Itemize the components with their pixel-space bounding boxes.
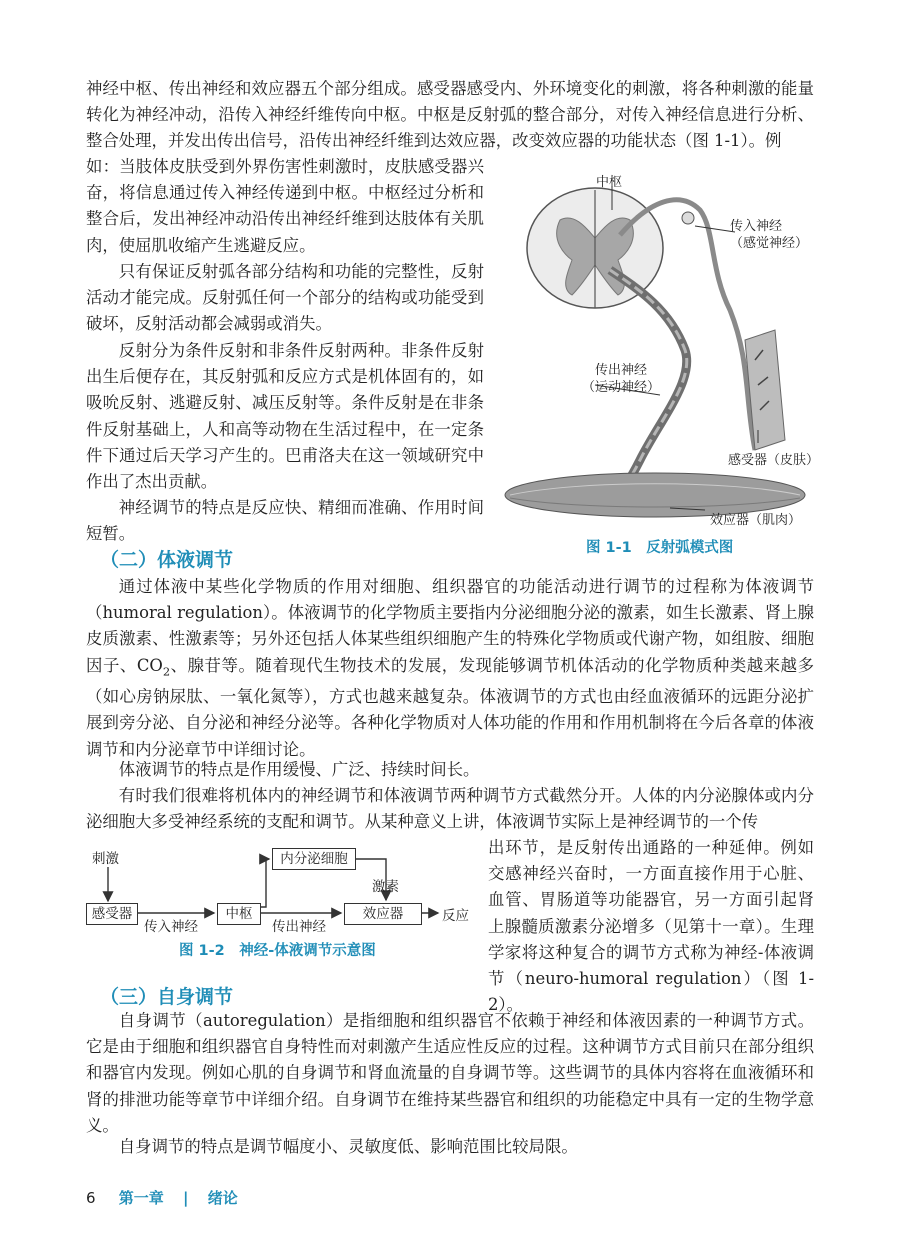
afferent-nerve-label: 传入神经 [144, 919, 198, 935]
humoral-text-part1: 通过体液中某些化学物质的作用对细胞、组织器官的功能活动进行调节的过程称为体液调节（humoral regulation）。体液调节的化学物质主要指内分泌细胞分泌的激素，如生长激素、肾上腺皮质激素、性激素等；另外还包括人体某些组织细胞产生的特殊化学物质或代谢产物，如组胺、细胞因子、CO [86, 577, 814, 675]
response-label: 反应 [442, 908, 469, 924]
stimulus-label: 刺激 [92, 851, 119, 867]
figure2-caption: 图 1-2 神经-体液调节示意图 [179, 943, 376, 959]
paragraph-autoregulation: 自身调节（autoregulation）是指细胞和组织器官不依赖于神经和体液因素的一种调节方式。它是由于细胞和组织器官自身特性而对刺激产生适应性反应的过程。这种调节方式目前只在部分组织和器官内发现。例如心肌的自身调节和肾血流量的自身调节等。这些调节的具体内容将在血液循环和肾的排泄功能等章节中详细介绍。自身调节在维持某些器官和组织的功能稳定中具有一定的生物学意义。 [86, 1011, 814, 1135]
paragraph-neurohumoral-cont: 出环节，是反射传出通路的一种延伸。例如交感神经兴奋时，一方面直接作用于心脏、血管、胃肠道等功能器官，另一方面引起肾上腺髓质激素分泌增多（见第十一章）。生理学家将这种复合的调节方式称为神经-体液调节（neuro-humoral regulation）（图 1-2）。 [488, 838, 814, 1015]
paragraph-reflex-arc: 神经中枢、传出神经和效应器五个部分组成。感受器感受内、外环境变化的刺激，将各种刺激的能量转化为神经冲动，沿传入神经纤维传向中枢。中枢是反射弧的整合部分，对传入神经信息进行分析、整合处理，并发出传出信号，沿传出神经纤维到达效应器，改变效应器的功能状态（图 1-1）。例 [86, 79, 814, 151]
endocrine-cell-box: 内分泌细胞 [272, 848, 356, 870]
label-receptor-skin: 感受器（皮肤） [728, 453, 820, 468]
receptor-box: 感受器 [86, 903, 138, 925]
paragraph-autoregulation-features: 自身调节的特点是调节幅度小、灵敏度低、影响范围比较局限。 [118, 1137, 578, 1156]
label-afferent-nerve [730, 218, 808, 252]
paragraph-neurohumoral: 有时我们很难将机体内的神经调节和体液调节两种调节方式截然分开。人体的内分泌腺体或内分泌细胞大多受神经系统的支配和调节。从某种意义上讲，体液调节实际上是神经调节的一个传 [86, 786, 814, 832]
label-efferent-title: 传出神经 [595, 363, 648, 378]
paragraph-humoral-features: 体液调节的特点是作用缓慢、广泛、持续时间长。 [118, 760, 480, 779]
figure-reflex-arc [500, 160, 830, 555]
label-afferent-title: 传入神经 [730, 219, 783, 234]
efferent-nerve-label: 传出神经 [272, 919, 326, 935]
footer-separator: | [183, 1189, 189, 1207]
paragraph-reflex-example: 如：当肢体皮肤受到外界伤害性刺激时，皮肤感受器兴奋，将信息通过传入神经传递到中枢。中枢经过分析和整合后，发出神经冲动沿传出神经纤维到达肢体有关肌肉，使屈肌收缩产生逃避反应。 [86, 157, 484, 255]
label-effector-muscle: 效应器（肌肉） [710, 513, 802, 528]
paragraph-neural-features: 神经调节的特点是反应快、精细而准确、作用时间短暂。 [86, 498, 484, 544]
label-efferent-nerve [582, 362, 660, 396]
section-title: 绪论 [207, 1189, 238, 1207]
label-efferent-sub: （运动神经） [582, 380, 661, 395]
heading-autoregulation: （三）自身调节 [100, 986, 234, 1008]
paragraph-reflex-integrity: 只有保证反射弧各部分结构和功能的完整性，反射活动才能完成。反射弧任何一个部分的结构或功能受到破坏，反射活动都会减弱或消失。 [86, 262, 484, 334]
page-footer [86, 1187, 238, 1208]
label-center: 中枢 [596, 175, 623, 190]
paragraph-humoral-regulation [86, 574, 814, 763]
page-number: 6 [86, 1189, 96, 1207]
reflex-arc-illustration [500, 160, 830, 530]
center-box: 中枢 [217, 903, 261, 925]
label-afferent-sub: （感觉神经） [730, 236, 809, 251]
figure-neurohumoral-diagram [86, 845, 481, 965]
humoral-text-part2: 、腺苷等。随着现代生物技术的发展，发现能够调节机体活动的化学物质种类越来越多（如心房钠尿肽、一氧化氮等），方式也越来越复杂。体液调节的方式也由经血液循环的远距分泌扩展到旁分泌、自分泌和神经分泌等。各种化学物质对人体功能的作用和作用机制将在今后各章的体液调节和内分泌章节中详细讨论。 [86, 655, 814, 759]
paragraph-reflex-types: 反射分为条件反射和非条件反射两种。非条件反射出生后便存在，其反射弧和反应方式是机体固有的，如吸吮反射、逃避反射、减压反射等。条件反射是在非条件反射基础上，人和高等动物在生活过程中，在一定条件下通过后天学习产生的。巴甫洛夫在这一领域研究中作出了杰出贡献。 [86, 341, 484, 492]
figure1-caption: 图 1-1 反射弧模式图 [586, 540, 734, 556]
hormone-label: 激素 [372, 879, 399, 895]
effector-box: 效应器 [344, 903, 422, 925]
co2-subscript: 2 [162, 663, 171, 678]
heading-humoral-regulation: （二）体液调节 [100, 549, 234, 571]
chapter-title: 第一章 [118, 1189, 164, 1207]
